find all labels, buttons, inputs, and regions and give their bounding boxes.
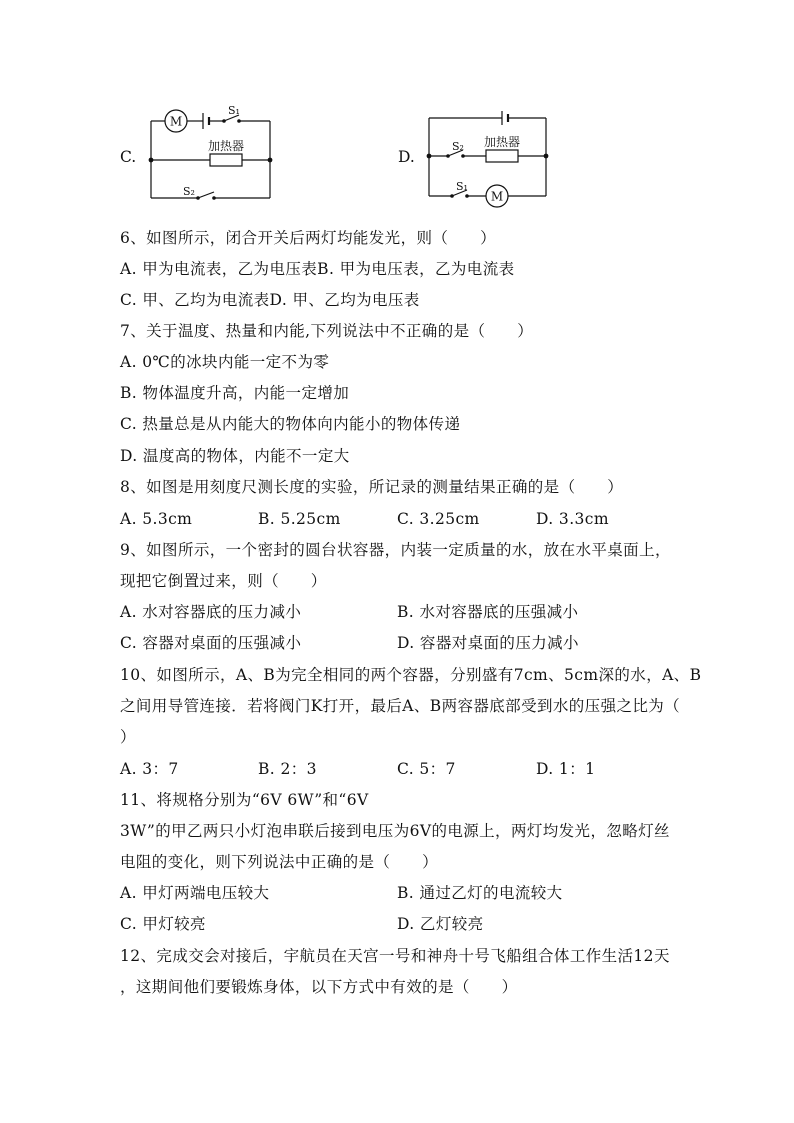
q8-option-d[interactable]: D. 3.3cm	[536, 510, 609, 528]
q9-option-d[interactable]: D. 容器对桌面的压力减小	[397, 634, 579, 652]
q7-option-d[interactable]: D. 温度高的物体，内能不一定大	[120, 447, 350, 465]
s1-label: S₁	[228, 104, 240, 117]
motor-label: M	[169, 114, 183, 129]
switch-s2-blade	[198, 192, 214, 198]
q11-option-d[interactable]: D. 乙灯较亮	[397, 915, 484, 933]
question-10-line-2: 之间用导管连接．若将阀门K打开，最后A、B两容器底部受到水的压强之比为（	[120, 697, 681, 715]
option-c-label: C.	[120, 148, 137, 166]
q10-option-d[interactable]: D. 1：1	[536, 760, 596, 778]
heater-label: 加热器	[484, 135, 521, 149]
question-9-line-2: 现把它倒置过来，则（ ）	[120, 572, 327, 590]
question-6: 6、如图所示，闭合开关后两灯均能发光，则（ ）	[120, 229, 496, 247]
question-12-line-1: 12、完成交会对接后，宇航员在天宫一号和神舟十号飞船组合体工作生活12天	[120, 947, 670, 965]
q8-option-c[interactable]: C. 3.25cm	[397, 510, 480, 528]
q9-option-c[interactable]: C. 容器对桌面的压强减小	[120, 634, 302, 652]
s2-label: S₂	[183, 185, 195, 198]
s2-label: S₂	[452, 140, 464, 153]
q7-option-c[interactable]: C. 热量总是从内能大的物体向内能小的物体传递	[120, 415, 461, 433]
circuit-diagram-d	[426, 108, 552, 208]
q11-option-a[interactable]: A. 甲灯两端电压较大	[120, 884, 270, 902]
q7-option-b[interactable]: B. 物体温度升高，内能一定增加	[120, 384, 350, 402]
q9-option-a[interactable]: A. 水对容器底的压力减小	[120, 603, 302, 621]
q8-option-a[interactable]: A. 5.3cm	[120, 510, 193, 528]
q6-option-ab[interactable]: A. 甲为电流表，乙为电压表B. 甲为电压表，乙为电流表	[120, 260, 515, 278]
question-10-line-3: ）	[120, 728, 136, 746]
q7-option-a[interactable]: A. 0℃的冰块内能一定不为零	[120, 353, 330, 371]
q8-option-b[interactable]: B. 5.25cm	[258, 510, 341, 528]
question-10-line-1: 10、如图所示，A、B为完全相同的两个容器，分别盛有7cm、5cm深的水，A、B	[120, 666, 702, 684]
q10-option-a[interactable]: A. 3：7	[120, 760, 179, 778]
question-7: 7、关于温度、热量和内能,下列说法中不正确的是（ ）	[120, 322, 534, 340]
question-9-line-1: 9、如图所示，一个密封的圆台状容器，内装一定质量的水，放在水平桌面上，	[120, 541, 671, 559]
q10-option-c[interactable]: C. 5：7	[397, 760, 456, 778]
heater-resistor	[210, 154, 242, 166]
question-12-line-2: ，这期间他们要锻炼身体，以下方式中有效的是（ ）	[120, 978, 518, 996]
motor-label: M	[490, 189, 504, 204]
circuit-diagram-c	[148, 102, 278, 202]
heater-label: 加热器	[208, 139, 245, 153]
q6-option-cd[interactable]: C. 甲、乙均为电流表D. 甲、乙均为电压表	[120, 291, 420, 309]
q11-option-b[interactable]: B. 通过乙灯的电流较大	[397, 884, 563, 902]
option-d-label: D.	[398, 148, 415, 166]
q10-option-b[interactable]: B. 2：3	[258, 760, 317, 778]
q11-option-c[interactable]: C. 甲灯较亮	[120, 915, 206, 933]
q9-option-b[interactable]: B. 水对容器底的压强减小	[397, 603, 579, 621]
heater-resistor	[486, 150, 518, 162]
question-11-line-1: 11、将规格分别为“6V 6W”和“6V	[120, 791, 369, 809]
question-11-line-2: 3W”的甲乙两只小灯泡串联后接到电压为6V的电源上，两灯均发光，忽略灯丝	[120, 822, 670, 840]
question-11-line-3: 电阻的变化，则下列说法中正确的是（ ）	[120, 853, 439, 871]
question-8: 8、如图是用刻度尺测长度的实验，所记录的测量结果正确的是（ ）	[120, 478, 624, 496]
s1-label: S₁	[456, 180, 468, 193]
